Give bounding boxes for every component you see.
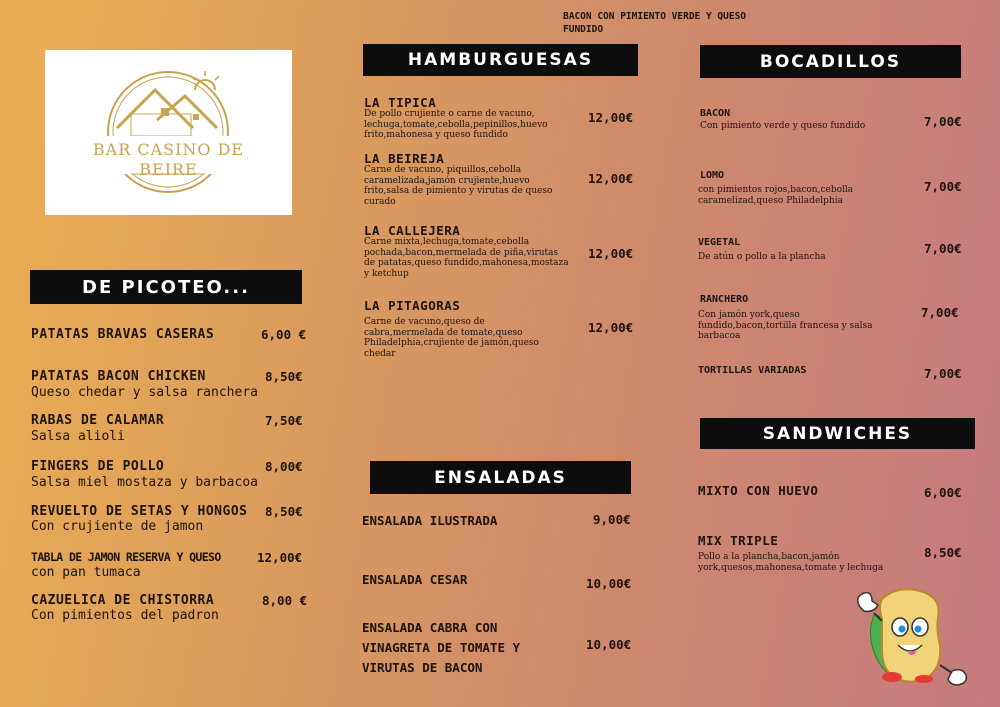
sandwich-title: MIXTO CON HUEVO bbox=[698, 483, 819, 498]
bocadillo-price: 7,00€ bbox=[924, 179, 962, 194]
picoteo-item-price: 8,50€ bbox=[265, 369, 303, 384]
bocadillo-desc: Con jamón york,queso fundido,bacon,tortilla francesa y salsa barbacoa bbox=[698, 310, 873, 341]
picoteo-item-title: FINGERS DE POLLO bbox=[31, 459, 165, 474]
picoteo-item-subtitle: Salsa alioli bbox=[31, 429, 125, 444]
hamburguesa-title: LA TIPICA bbox=[364, 95, 437, 110]
picoteo-item-title: PATATAS BRAVAS CASERAS bbox=[31, 327, 215, 342]
hamburguesa-desc: Carne mixta,lechuga,tomate,cebolla pochada,bacon,mermelada de piña,virutas de patatas,queso fundido,mahonesa,mostaza y ketchup bbox=[364, 237, 569, 279]
bocadillo-title: BACON bbox=[700, 108, 731, 119]
bocadillo-title: LOMO bbox=[700, 170, 725, 181]
ensalada-title: ENSALADA ILUSTRADA bbox=[362, 513, 498, 528]
hamburguesa-price: 12,00€ bbox=[588, 171, 634, 186]
picoteo-item-subtitle: con pan tumaca bbox=[31, 565, 141, 580]
bocadillo-price: 7,00€ bbox=[924, 366, 962, 381]
picoteo-item-subtitle: Salsa miel mostaza y barbacoa bbox=[31, 475, 258, 490]
picoteo-item-price: 8,50€ bbox=[265, 504, 303, 519]
picoteo-item-price: 8,00€ bbox=[265, 459, 303, 474]
picoteo-item-price: 7,50€ bbox=[265, 413, 303, 428]
bocadillos-header: BOCADILLOS bbox=[700, 45, 961, 78]
hamburguesa-price: 12,00€ bbox=[588, 246, 634, 261]
hamburguesa-title: LA CALLEJERA bbox=[364, 223, 461, 238]
logo-card bbox=[45, 50, 292, 215]
picoteo-item-subtitle: Queso chedar y salsa ranchera bbox=[31, 385, 258, 400]
picoteo-item-price: 12,00€ bbox=[257, 550, 303, 565]
bar-casino-logo-icon bbox=[45, 50, 292, 215]
picoteo-item-title: CAZUELICA DE CHISTORRA bbox=[31, 593, 215, 608]
ensaladas-header: ENSALADAS bbox=[370, 461, 631, 494]
ensalada-title: ENSALADA CABRA CON VINAGRETA DE TOMATE Y VIRUTAS DE BACON bbox=[362, 620, 521, 675]
hamburguesa-desc: De pollo crujiente o carne de vacuno, lechuga,tomate,cebolla,pepinillos,huevo frito,mahonesa y queso fundido bbox=[364, 109, 548, 140]
bocadillo-desc: Con pimiento verde y queso fundido bbox=[700, 121, 866, 131]
ensalada-title: ENSALADA CESAR bbox=[362, 572, 468, 587]
sandwich-title: MIX TRIPLE bbox=[698, 533, 779, 548]
picoteo-item-price: 8,00 € bbox=[262, 593, 308, 608]
picoteo-item-title: PATATAS BACON CHICKEN bbox=[31, 369, 206, 384]
hamburguesa-desc: Carne de vacuno,queso de cabra,mermelada de tomate,queso Philadelphia,crujiente de jamón,queso chedar bbox=[364, 317, 539, 359]
ensalada-price: 10,00€ bbox=[586, 637, 632, 652]
top-note: BACON CON PIMIENTO VERDE Y QUESO FUNDIDO bbox=[563, 11, 747, 35]
ensalada-price: 10,00€ bbox=[586, 576, 632, 591]
hamburguesas-header: HAMBURGUESAS bbox=[363, 44, 638, 76]
sandwich-price: 6,00€ bbox=[924, 485, 962, 500]
picoteo-header: DE PICOTEO... bbox=[30, 270, 302, 304]
bocadillo-price: 7,00€ bbox=[924, 241, 962, 256]
bocadillo-title: VEGETAL bbox=[698, 237, 741, 248]
hamburguesa-price: 12,00€ bbox=[588, 320, 634, 335]
hamburguesa-title: LA BEIREJA bbox=[364, 151, 445, 166]
logo-text-line2: BEIRE bbox=[139, 160, 198, 179]
bocadillo-desc: con pimientos rojos,bacon,cebolla caramelizad,queso Philadelphia bbox=[698, 185, 854, 206]
bocadillo-price: 7,00€ bbox=[921, 305, 959, 320]
picoteo-item-title: REVUELTO DE SETAS Y HONGOS bbox=[31, 504, 248, 519]
picoteo-item-subtitle: Con crujiente de jamon bbox=[31, 519, 204, 534]
sandwich-desc: Pollo a la plancha,bacon,jamón york,quesos,mahonesa,tomate y lechuga bbox=[698, 552, 884, 573]
hamburguesa-desc: Carne de vacuno, piquillos,cebolla caramelizada,jamón crujiente,huevo frito,salsa de pimiento y virutas de queso curado bbox=[364, 165, 553, 207]
bocadillo-desc: De atún o pollo a la plancha bbox=[698, 252, 826, 262]
picoteo-item-price: 6,00 € bbox=[261, 327, 307, 342]
hamburguesa-price: 12,00€ bbox=[588, 110, 634, 125]
logo-text-line1: BAR CASINO DE bbox=[92, 140, 245, 159]
picoteo-item-title: RABAS DE CALAMAR bbox=[31, 413, 165, 428]
bocadillo-price: 7,00€ bbox=[924, 114, 962, 129]
sandwich-mascot-icon bbox=[852, 585, 972, 690]
hamburguesa-title: LA PITAGORAS bbox=[364, 298, 461, 313]
sandwich-price: 8,50€ bbox=[924, 545, 962, 560]
bocadillo-title: RANCHERO bbox=[700, 294, 749, 305]
ensalada-price: 9,00€ bbox=[593, 512, 631, 527]
bocadillo-title: TORTILLAS VARIADAS bbox=[698, 365, 807, 376]
picoteo-item-subtitle: Con pimientos del padron bbox=[31, 608, 219, 623]
sandwiches-header: SANDWICHES bbox=[700, 418, 975, 449]
picoteo-item-title: TABLA DE JAMON RESERVA Y QUESO bbox=[31, 550, 221, 564]
